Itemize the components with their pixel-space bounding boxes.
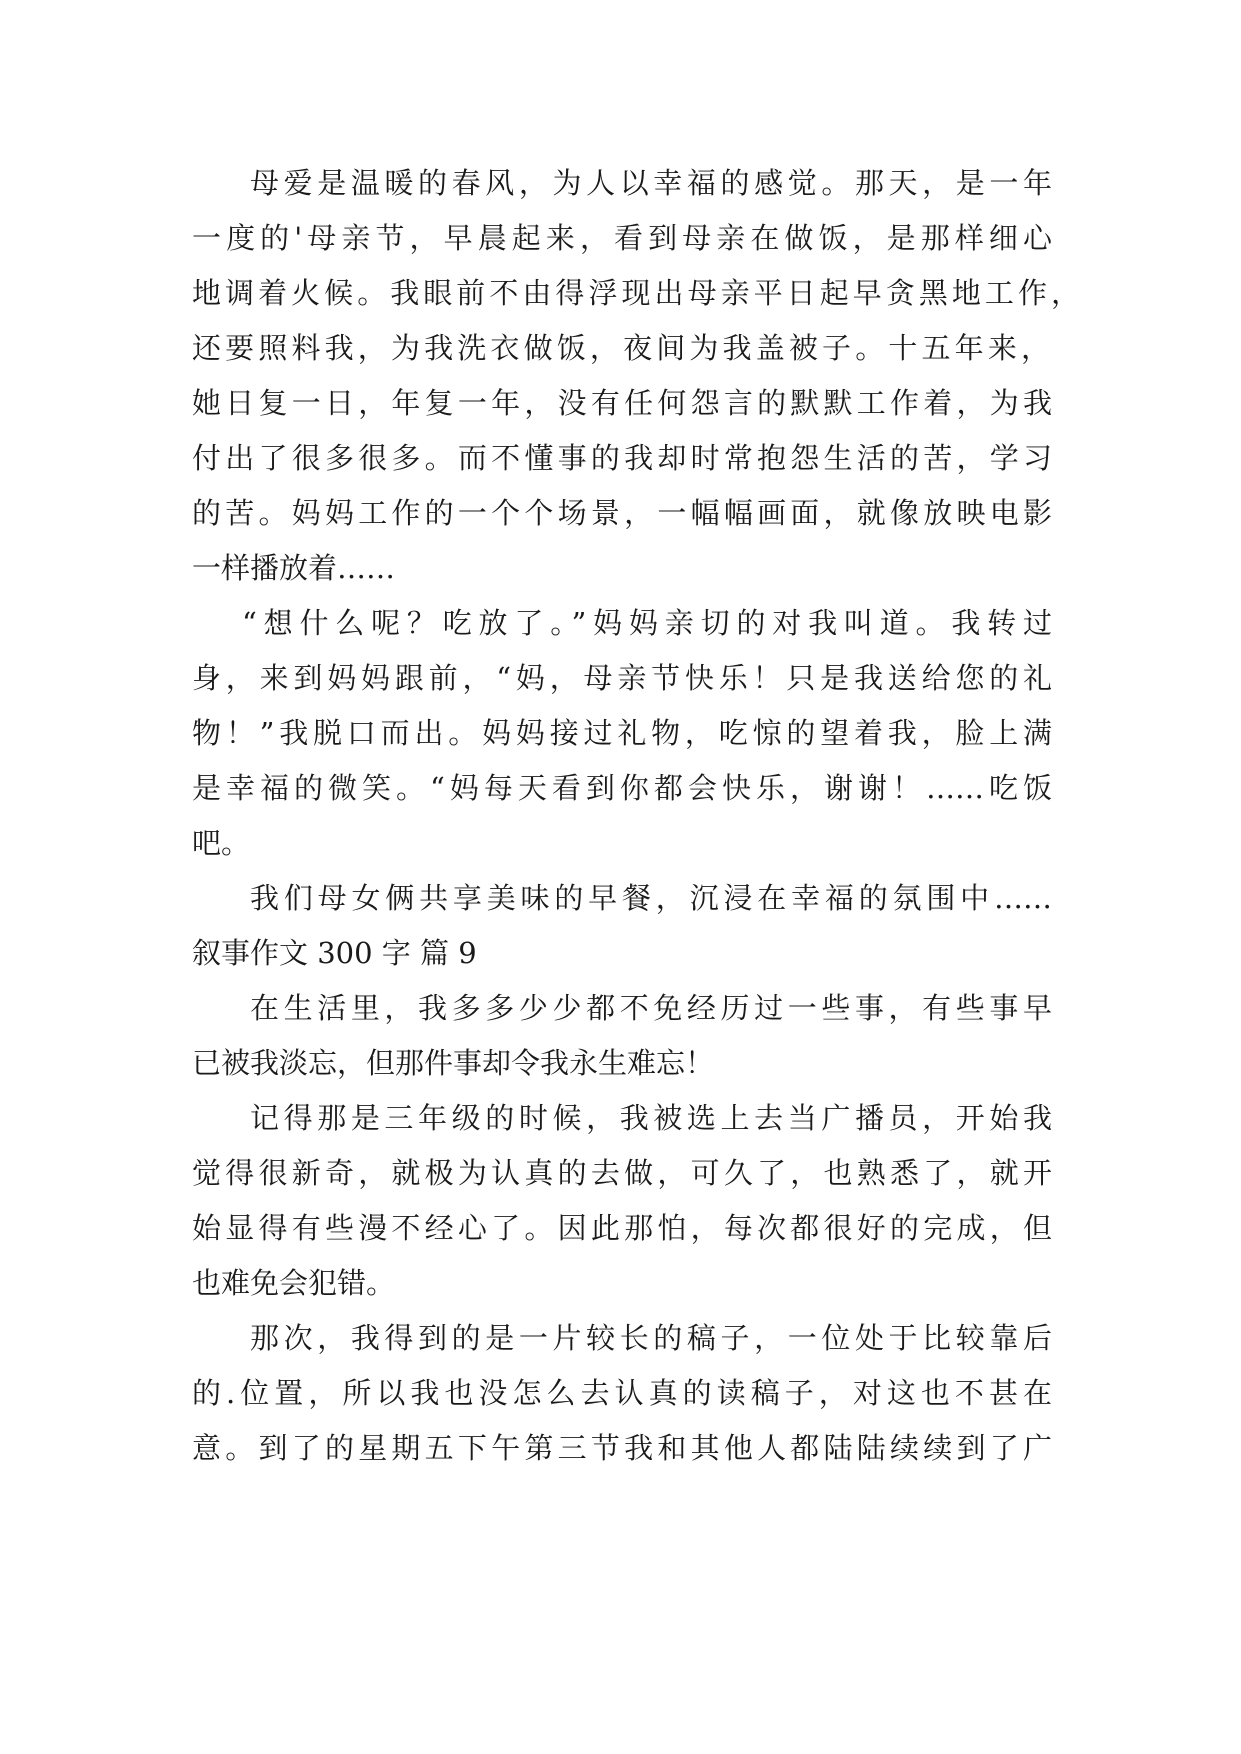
paragraph-line: 吧。 — [192, 826, 251, 860]
paragraph-line: 记得那是三年级的时候，我被选上去当广播员，开始我 — [250, 1101, 1052, 1135]
paragraph-line: 是幸福的微笑。“妈每天看到你都会快乐，谢谢！……吃饭 — [192, 771, 1052, 805]
paragraph-line: 物！”我脱口而出。妈妈接过礼物，吃惊的望着我，脸上满 — [192, 716, 1052, 750]
paragraph-line: “想什么呢？吃放了。”妈妈亲切的对我叫道。我转过 — [242, 606, 1052, 640]
paragraph-line: 一样播放着…… — [192, 551, 396, 585]
paragraph-line: 也难免会犯错。 — [192, 1266, 396, 1300]
paragraph-line: 地调着火候。我眼前不由得浮现出母亲平日起早贪黑地工作， — [192, 276, 1080, 310]
paragraph-line: 她日复一日，年复一年，没有任何怨言的默默工作着，为我 — [192, 386, 1052, 420]
paragraph-line: 我们母女俩共享美味的早餐，沉浸在幸福的氛围中…… — [250, 881, 1052, 915]
paragraph-line: 意。到了的星期五下午第三节我和其他人都陆陆续续到了广 — [192, 1431, 1052, 1465]
paragraph-line: 已被我淡忘，但那件事却令我永生难忘！ — [192, 1046, 715, 1080]
paragraph-line: 那次，我得到的是一片较长的稿子，一位处于比较靠后 — [250, 1321, 1052, 1355]
paragraph-line: 一度的'母亲节，早晨起来，看到母亲在做饭，是那样细心 — [192, 221, 1052, 255]
paragraph-line: 母爱是温暖的春风，为人以幸福的感觉。那天，是一年 — [250, 166, 1052, 200]
paragraph-line: 还要照料我，为我洗衣做饭，夜间为我盖被子。十五年来， — [192, 331, 1050, 365]
paragraph-line: 身，来到妈妈跟前，“妈，母亲节快乐！只是我送给您的礼 — [192, 661, 1052, 695]
paragraph-line: 在生活里，我多多少少都不免经历过一些事，有些事早 — [250, 991, 1052, 1025]
paragraph-line: 的苦。妈妈工作的一个个场景，一幅幅画面，就像放映电影 — [192, 496, 1052, 530]
paragraph-line: 觉得很新奇，就极为认真的去做，可久了，也熟悉了，就开 — [192, 1156, 1052, 1190]
paragraph-line: 付出了很多很多。而不懂事的我却时常抱怨生活的苦，学习 — [192, 441, 1052, 475]
section-heading: 叙事作文 300 字 篇 9 — [192, 936, 477, 970]
paragraph-line: 始显得有些漫不经心了。因此那怕，每次都很好的完成，但 — [192, 1211, 1052, 1245]
paragraph-line: 的.位置，所以我也没怎么去认真的读稿子，对这也不甚在 — [192, 1376, 1052, 1410]
